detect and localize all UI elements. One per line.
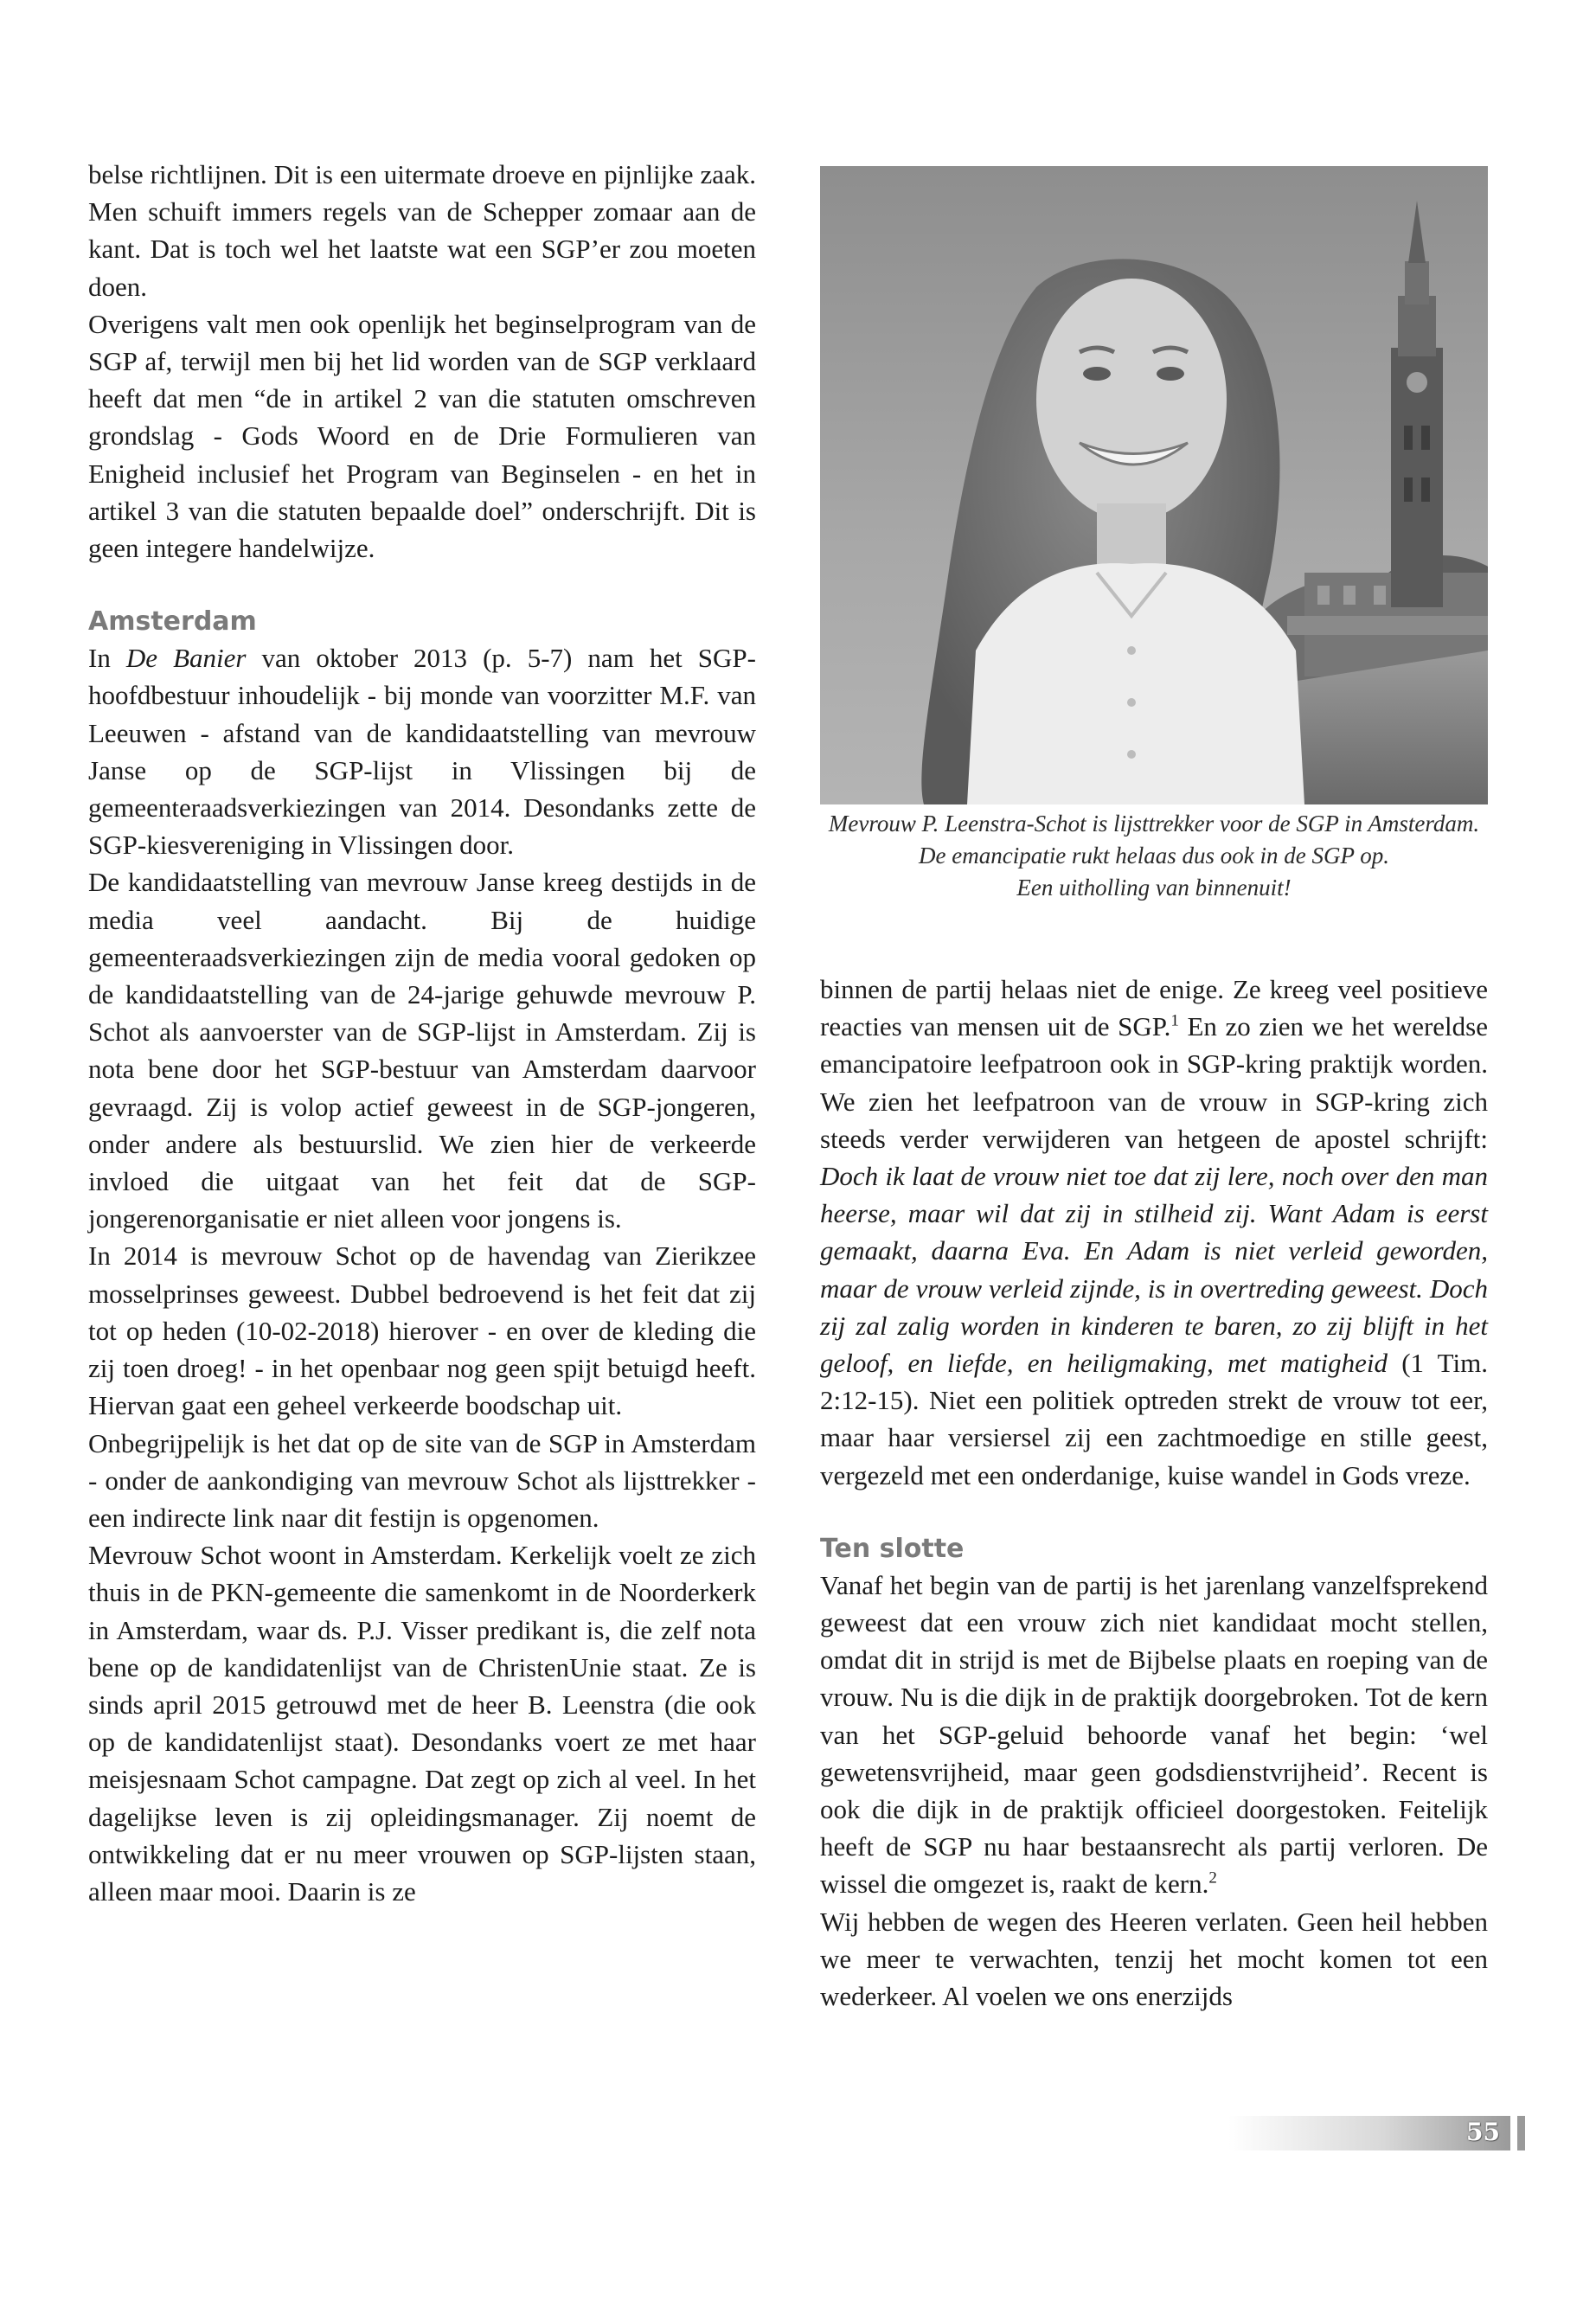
paragraph: In 2014 is mevrouw Schot op de havendag van Zierikzee mosselprinses geweest. Dubbel bedroevend is het feit dat zij tot op heden (10-02-2018) hierover - en over de kleding die zij toen droeg! - in het openbaar nog geen spijt betuigd heeft. Hiervan gaat een geheel verkeerde boodschap uit. xyxy=(88,1240,756,1421)
paragraph: Overigens valt men ook openlijk het beginselprogram van de SGP af, terwijl men bij het lid worden van de SGP verklaard heeft dat men “de in artikel 2 van die statuten omschreven grondslag - Gods Woord en de Drie Formulieren van Enigheid inclusief het Program van Beginselen - en het in artikel 3 van die statuten bepaalde doel” onderschrijft. Dit is geen integere handelwijze. xyxy=(88,308,756,564)
publication-title: De Banier xyxy=(125,643,247,674)
footnote-marker: 1 xyxy=(1170,1011,1179,1030)
footnote-marker: 2 xyxy=(1208,1869,1217,1888)
section-heading-amsterdam: Amsterdam xyxy=(88,606,257,638)
section-heading-ten-slotte: Ten slotte xyxy=(820,1533,965,1564)
portrait-photo xyxy=(820,166,1488,804)
paragraph: belse richtlijnen. Dit is een uitermate droeve en pijnlijke zaak. Men schuift immers regels van de Schepper zomaar aan de kant. Dat is toch wel het laatste wat een SGP’er zou moeten doen. xyxy=(88,159,756,302)
text-run: van oktober 2013 (p. 5-7) nam het SGP-hoofdbestuur inhoudelijk - bij monde van voorzitter M.F. van Leeuwen - afstand van de kandidaatstelling van mevrouw Janse op de SGP-lijst in Vlissingen bij de gemeenteraadsverkiezingen van 2014. Desondanks zette de SGP-kiesvereniging in Vlissingen door. xyxy=(88,643,756,861)
text-run: Vanaf het begin van de partij is het jarenlang vanzelfsprekend geweest dat een vrouw zich niet kandidaat mocht stellen, omdat dit in strijd is met de Bijbelse plaats en roeping van de vrouw. Nu is die dijk in de praktijk doorgebroken. Tot de kern van het SGP-geluid behoorde vanaf het begin: ‘wel gewetensvrijheid, maar geen godsdienstvrijheid’. Recent is ook die dijk in de praktijk officieel doorgestoken. Feitelijk heeft de SGP nu haar bestaansrecht als partij verloren. De wissel die omgezet is, raakt de kern. xyxy=(820,1569,1488,1900)
page-number: 55 xyxy=(1466,2118,1500,2146)
caption-text: Een uitholling van binnenuit! xyxy=(1016,875,1292,901)
text-run: In xyxy=(88,643,126,674)
bible-quote: Doch ik laat de vrouw niet toe dat zij lere, noch over den man heerse, maar wil dat zij in stilheid zij. Want Adam is eerst gemaakt, daarna Eva. En Adam is niet verleid geworden, maar de vrouw verleid zijnde, is in overtreding geweest. Doch zij zal zalig worden in kinderen te baren, zo zij blijft in het geloof, en liefde, en heiligmaking, met matigheid xyxy=(820,1161,1488,1379)
page-number-bar xyxy=(1228,2116,1510,2150)
paragraph: Wij hebben de wegen des Heeren verlaten. Geen heil hebben we meer te verwachten, tenzij het mocht komen tot een wederkeer. Al voelen we ons enerzijds xyxy=(820,1906,1488,2012)
page-number-tab xyxy=(1517,2116,1525,2150)
text-run: binnen de partij helaas niet de enige. Ze kreeg veel positieve reacties van mensen uit de SGP. xyxy=(820,974,1488,1042)
right-column xyxy=(820,971,1488,2015)
paragraph xyxy=(820,971,1488,1494)
paragraph xyxy=(88,639,756,863)
left-column xyxy=(88,156,756,1910)
text-run: (1 Tim. 2:12-15). Niet een politiek optreden strekt de vrouw tot eer, maar haar versiersel zij een zachtmoedige en stille geest, vergezeld met een onderdanige, kuise wandel in Gods vreze. xyxy=(820,1348,1488,1490)
paragraph xyxy=(820,1567,1488,1903)
text-run: En zo zien we het wereldse emancipatoire leefpatroon ook in SGP-kring praktijk worden. We zien het leefpatroon van de vrouw in SGP-kring zich steeds verder verwijderen van hetgeen de apostel schrijft: xyxy=(820,1011,1488,1154)
paragraph: Onbegrijpelijk is het dat op de site van de SGP in Amsterdam - onder de aankondiging van mevrouw Schot als lijsttrekker - een indirecte link naar dit festijn is opgenomen. xyxy=(88,1427,756,1533)
paragraph: Mevrouw Schot woont in Amsterdam. Kerkelijk voelt ze zich thuis in de PKN-gemeente die samenkomt in de Noorderkerk in Amsterdam, waar ds. P.J. Visser predikant is, die zelf nota bene op de kandidatenlijst van de ChristenUnie staat. Ze is sinds april 2015 getrouwd met de heer B. Leenstra (die ook op de kandidatenlijst staat). Desondanks voert ze met haar meisjesnaam Schot campagne. Dat zegt op zich al veel. In het dagelijkse leven is zij opleidingsmanager. Zij noemt de ontwikkeling dat er nu meer vrouwen op SGP-lijsten staan, alleen maar mooi. Daarin is ze xyxy=(88,1540,756,1907)
caption-text: Mevrouw P. Leenstra-Schot is lijsttrekker voor de SGP in Amsterdam. De emancipatie rukt helaas dus ook in de SGP op. xyxy=(828,811,1480,868)
paragraph: De kandidaatstelling van mevrouw Janse kreeg destijds in de media veel aandacht. Bij de huidige gemeenteraadsverkiezingen zijn de media vooral gedoken op de kandidaatstelling van de 24-jarige gehuwde mevrouw P. Schot als aanvoerster van de SGP-lijst in Amsterdam. Zij is nota bene door het SGP-bestuur van Amsterdam daarvoor gevraagd. Zij is volop actief geweest in de SGP-jongeren, onder andere als bestuurslid. We zien hier de verkeerde invloed die uitgaat van het feit dat de SGP-jongerenorganisatie er niet alleen voor jongens is. xyxy=(88,867,756,1234)
photo-caption xyxy=(820,808,1488,904)
